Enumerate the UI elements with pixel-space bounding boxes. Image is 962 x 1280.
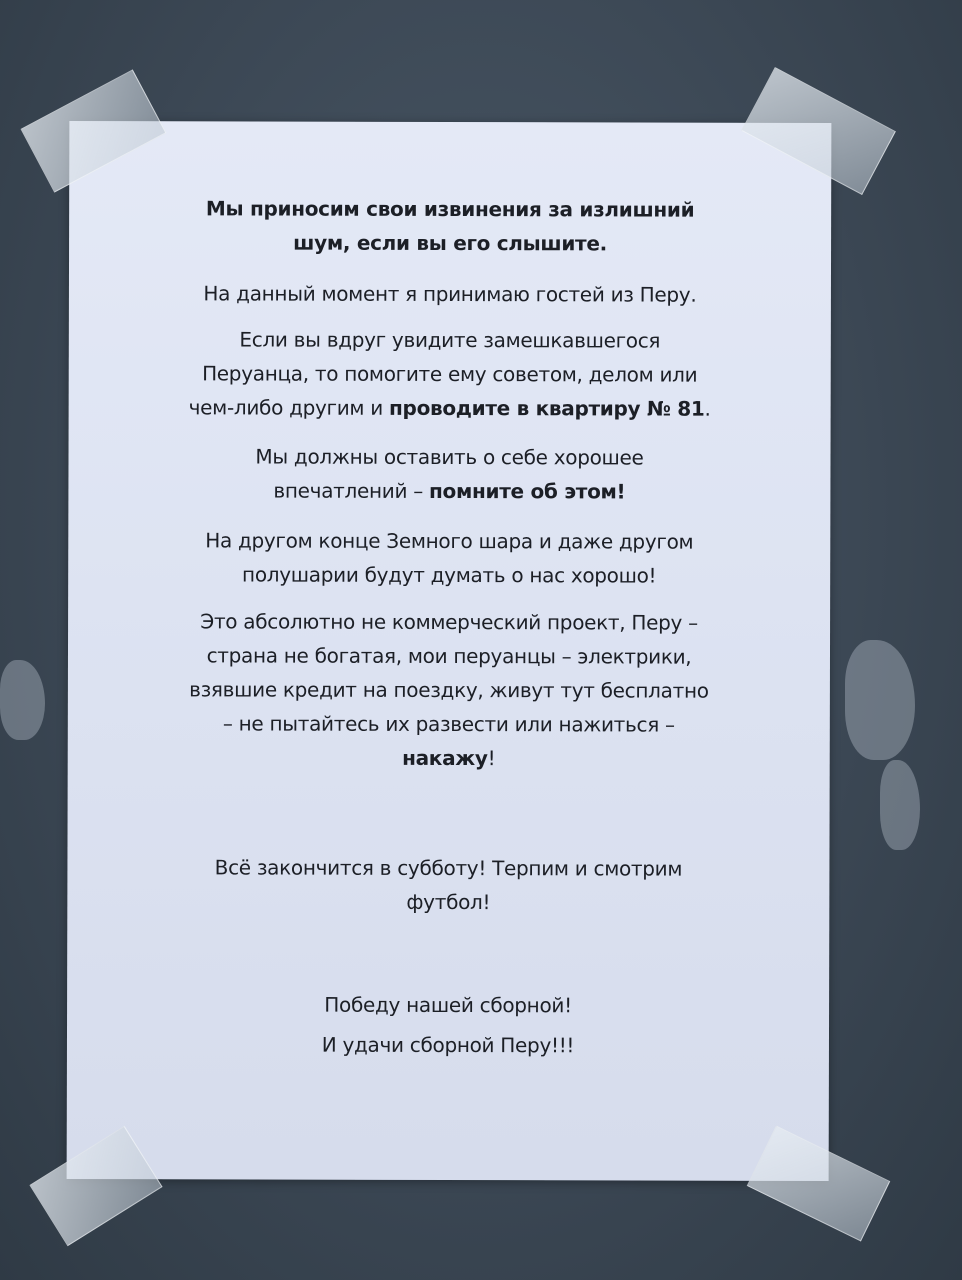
paragraph-text: . (704, 396, 711, 421)
paragraph-text: ! (487, 746, 496, 771)
paragraph-line: взявшие кредит на поездку, живут тут бесплатно (189, 677, 709, 703)
paragraph-line (68, 740, 830, 776)
paragraph-line: полушарии будут думать о нас хорошо! (242, 562, 657, 588)
paragraph-line (69, 390, 831, 426)
paragraph-line: На другом конце Земного шара и даже другом (205, 528, 694, 554)
paragraph-line (68, 473, 830, 509)
paragraph-non-commercial (68, 604, 830, 776)
paragraph-line: Если вы вдруг увидите замешкавшегося (239, 327, 661, 353)
paragraph-text: впечатлений – (273, 478, 430, 503)
paragraph-guests (69, 276, 831, 312)
paragraph-line: Победу нашей сборной! (324, 992, 572, 1018)
wall-scuff (0, 660, 45, 740)
punish-emphasis: накажу (402, 745, 488, 771)
remember-emphasis: помните об этом! (428, 478, 626, 504)
paragraph-line: Мы должны оставить о себе хорошее (255, 444, 644, 470)
paragraph-wishes (67, 984, 829, 1066)
paragraph-line: страна не богатая, мои перуанцы – электрики, (206, 643, 692, 669)
paragraph-saturday (67, 850, 829, 920)
paragraph-line: Перуанца, то помогите ему советом, делом или (202, 361, 698, 387)
apartment-emphasis: проводите в квартиру № 81 (389, 395, 705, 421)
paragraph-good-impression (68, 439, 830, 509)
paragraph-line: Всё закончится в субботу! Терпим и смотрим (214, 855, 683, 881)
heading-line: шум, если вы его слышите. (293, 230, 607, 256)
paragraph-line: И удачи сборной Перу!!! (321, 1032, 575, 1058)
notice-paper (67, 121, 832, 1181)
paragraph-line: На данный момент я принимаю гостей из Перу. (203, 281, 697, 307)
paragraph-line: Это абсолютно не коммерческий проект, Перу – (200, 609, 698, 635)
paragraph-line: футбол! (406, 889, 491, 915)
wall-scuff (880, 760, 920, 850)
paragraph-text: чем-либо другим и (188, 395, 390, 420)
heading-line: Мы приносим свои извинения за излишний (205, 196, 695, 222)
wall-scuff (845, 640, 915, 760)
notice-heading (69, 191, 831, 261)
paragraph-help-peruvian (69, 322, 831, 426)
paragraph-line: – не пытайтесь их развести или нажиться – (222, 711, 675, 737)
paragraph-other-side (68, 523, 830, 593)
